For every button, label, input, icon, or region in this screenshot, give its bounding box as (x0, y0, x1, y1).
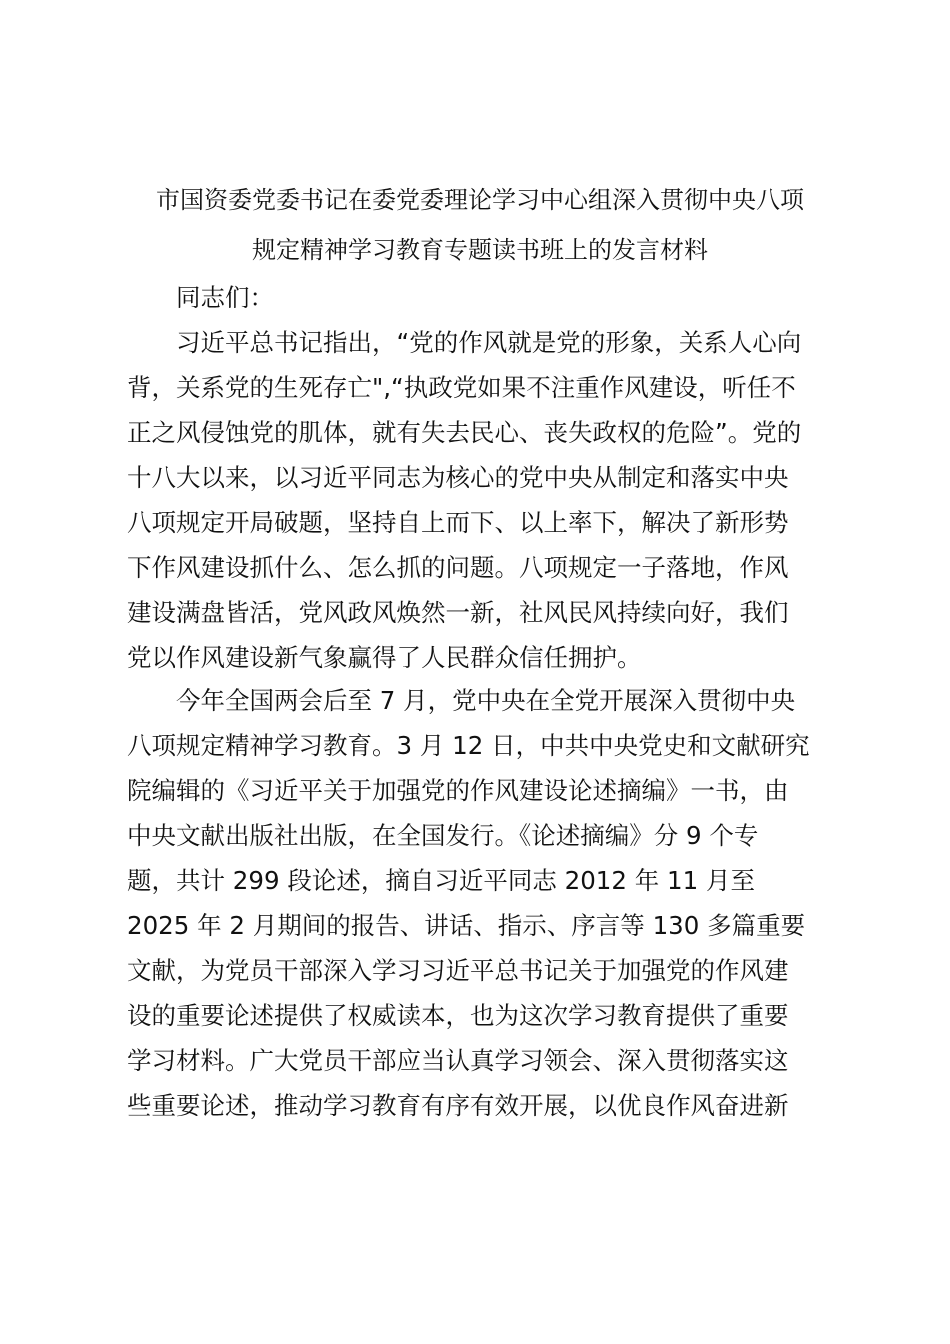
paragraph-1-line: 背，关系党的生死存亡",“执政党如果不注重作风建设，听任不 (127, 373, 796, 402)
paragraph-1-line: 正之风侵蚀党的肌体，就有失去民心、丧失政权的危险”。党的 (127, 418, 802, 447)
paragraph-2-line: 学习材料。广大党员干部应当认真学习领会、深入贯彻落实这 (127, 1046, 789, 1075)
paragraph-2-line: 题，共计 299 段论述，摘自习近平同志 2012 年 11 月至 (127, 866, 756, 895)
paragraph-2-line: 中央文献出版社出版，在全国发行。《论述摘编》分 9 个专 (127, 821, 759, 850)
paragraph-1-line: 习近平总书记指出，“党的作风就是党的形象，关系人心向 (176, 328, 802, 357)
document-title-line-2: 规定精神学习教育专题读书班上的发言材料 (252, 236, 708, 264)
paragraph-2-line: 文献，为党员干部深入学习习近平总书记关于加强党的作风建 (127, 956, 789, 985)
paragraph-2-line: 些重要论述，推动学习教育有序有效开展，以优良作风奋进新 (127, 1091, 789, 1120)
salutation: 同志们： (176, 283, 274, 312)
paragraph-1-line: 党以作风建设新气象赢得了人民群众信任拥护。 (127, 643, 642, 672)
paragraph-1-line: 建设满盘皆活，党风政风焕然一新，社风民风持续向好，我们 (127, 598, 789, 627)
document-title-line-1: 市国资委党委书记在委党委理论学习中心组深入贯彻中央八项 (156, 186, 804, 214)
paragraph-2-line: 今年全国两会后至 7 月，党中央在全党开展深入贯彻中央 (176, 686, 796, 715)
paragraph-1-line: 十八大以来，以习近平同志为核心的党中央从制定和落实中央 (127, 463, 789, 492)
paragraph-2-line: 设的重要论述提供了权威读本，也为这次学习教育提供了重要 (127, 1001, 789, 1030)
paragraph-2-line: 院编辑的《习近平关于加强党的作风建设论述摘编》一书，由 (127, 776, 789, 805)
paragraph-1-line: 下作风建设抓什么、怎么抓的问题。八项规定一子落地，作风 (127, 553, 789, 582)
paragraph-2-line: 八项规定精神学习教育。3 月 12 日，中共中央党史和文献研究 (127, 731, 810, 760)
paragraph-1-line: 八项规定开局破题，坚持自上而下、以上率下，解决了新形势 (127, 508, 789, 537)
paragraph-2-line: 2025 年 2 月期间的报告、讲话、指示、序言等 130 多篇重要 (127, 911, 806, 940)
